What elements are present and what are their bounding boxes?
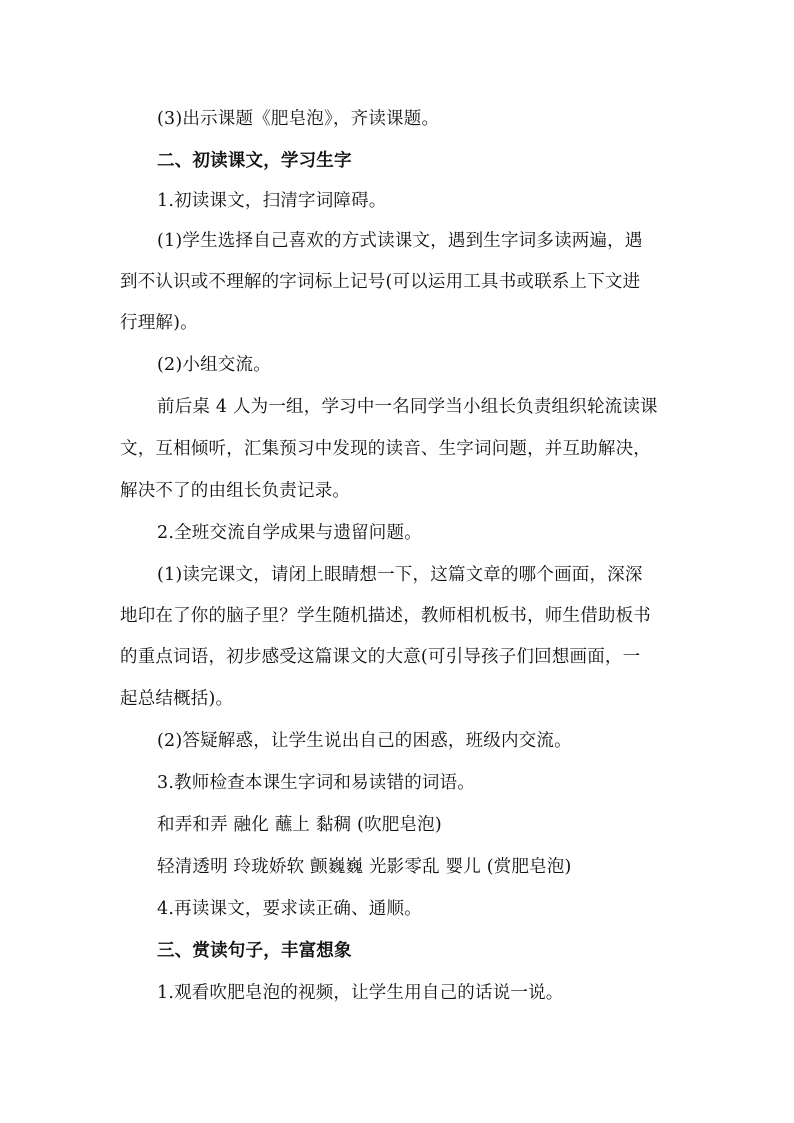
paragraph-sub-1-line-1: (1)学生选择自己喜欢的方式读课文，遇到生字词多读两遍，遇 [157, 231, 643, 251]
paragraph-item-1: 1.初读课文，扫清字词障碍。 [157, 191, 387, 211]
paragraph-group-line-1: 前后桌 4 人为一组，学习中一名同学当小组长负责组织轮流读课 [157, 397, 658, 417]
paragraph-sub-2b: (2)答疑解惑，让学生说出自己的困惑，班级内交流。 [157, 731, 572, 751]
paragraph-group-line-3: 解决不了的由组长负责记录。 [120, 481, 351, 501]
paragraph-item-4: 4.再读课文，要求读正确、通顺。 [157, 899, 422, 919]
paragraph-sub-2: (2)小组交流。 [157, 355, 271, 375]
paragraph-sub-1b-line-4: 起总结概括)。 [120, 689, 234, 709]
paragraph-item-3: 3.教师检查本课生字词和易读错的词语。 [157, 773, 475, 793]
vocab-line-2: 轻清透明 玲珑娇软 颤巍巍 光影零乱 婴儿 (赏肥皂泡) [157, 857, 572, 877]
paragraph-step-3: (3)出示课题《肥皂泡》，齐读课题。 [157, 109, 440, 129]
paragraph-sub-1-line-3: 行理解)。 [120, 313, 198, 333]
section-heading-2: 二、初读课文，学习生字 [157, 151, 352, 171]
section-heading-3: 三、赏读句子，丰富想象 [157, 941, 352, 961]
paragraph-sub-1b-line-3: 的重点词语，初步感受这篇课文的大意(可引导孩子们回想画面，一 [120, 647, 641, 667]
paragraph-group-line-2: 文，互相倾听，汇集预习中发现的读音、生字词问题，并互助解决， [120, 439, 651, 459]
vocab-line-1: 和弄和弄 融化 蘸上 黏稠 (吹肥皂泡) [157, 815, 442, 835]
paragraph-item-1-section-3: 1.观看吹肥皂泡的视频，让学生用自己的话说一说。 [157, 983, 564, 1003]
paragraph-sub-1-line-2: 到不认识或不理解的字词标上记号(可以运用工具书或联系上下文进 [120, 272, 641, 292]
paragraph-item-2: 2.全班交流自学成果与遗留问题。 [157, 523, 422, 543]
paragraph-sub-1b-line-2: 地印在了你的脑子里？学生随机描述，教师相机板书，师生借助板书 [120, 606, 651, 626]
paragraph-sub-1b-line-1: (1)读完课文，请闭上眼睛想一下，这篇文章的哪个画面，深深 [157, 565, 643, 585]
